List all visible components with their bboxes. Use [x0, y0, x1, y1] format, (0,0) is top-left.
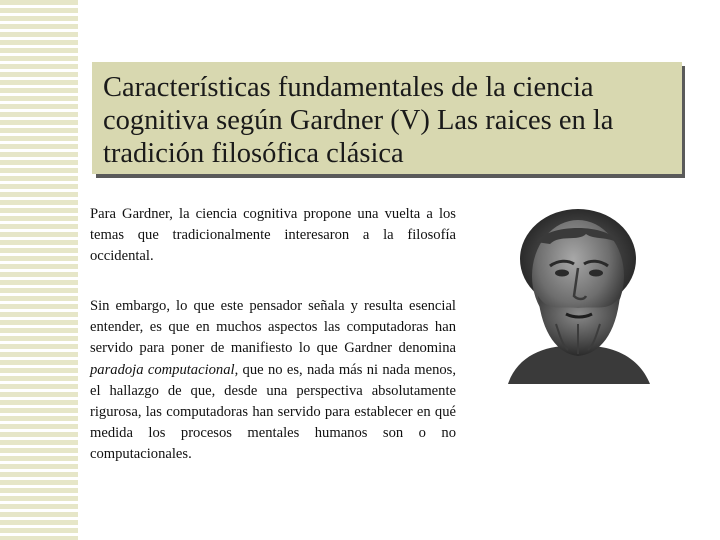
paradoja-computacional-emphasis: paradoja computacional [90, 361, 235, 378]
paragraph-2 [90, 296, 456, 466]
paragraph-2-text-end: , que no es, nada más ni nada menos, el hallazgo de que, desde una perspectiva absolutamente rigurosa, las computadoras han servido para establecer en qué medida los procesos mentales humanos son o no computacionales. [90, 361, 456, 463]
paragraph-1: Para Gardner, la ciencia cognitiva propone una vuelta a los temas que tradicionalmente interesaron a la filosofía occidental. [90, 206, 456, 265]
decorative-stripes [0, 0, 78, 540]
title-shadow-bottom [96, 174, 685, 178]
paragraph-2-text-start: Sin embargo, lo que este pensador señala y resulta esencial entender, es que en muchos aspectos las computadoras han servido para poner de manifiesto lo que Gardner denomina [90, 298, 456, 357]
bust-illustration [498, 204, 656, 384]
aristotle-bust-image [498, 204, 656, 384]
slide-title: Características fundamentales de la ciencia cognitiva según Gardner (V) Las raices en la tradición filosófica clásica [103, 72, 614, 169]
